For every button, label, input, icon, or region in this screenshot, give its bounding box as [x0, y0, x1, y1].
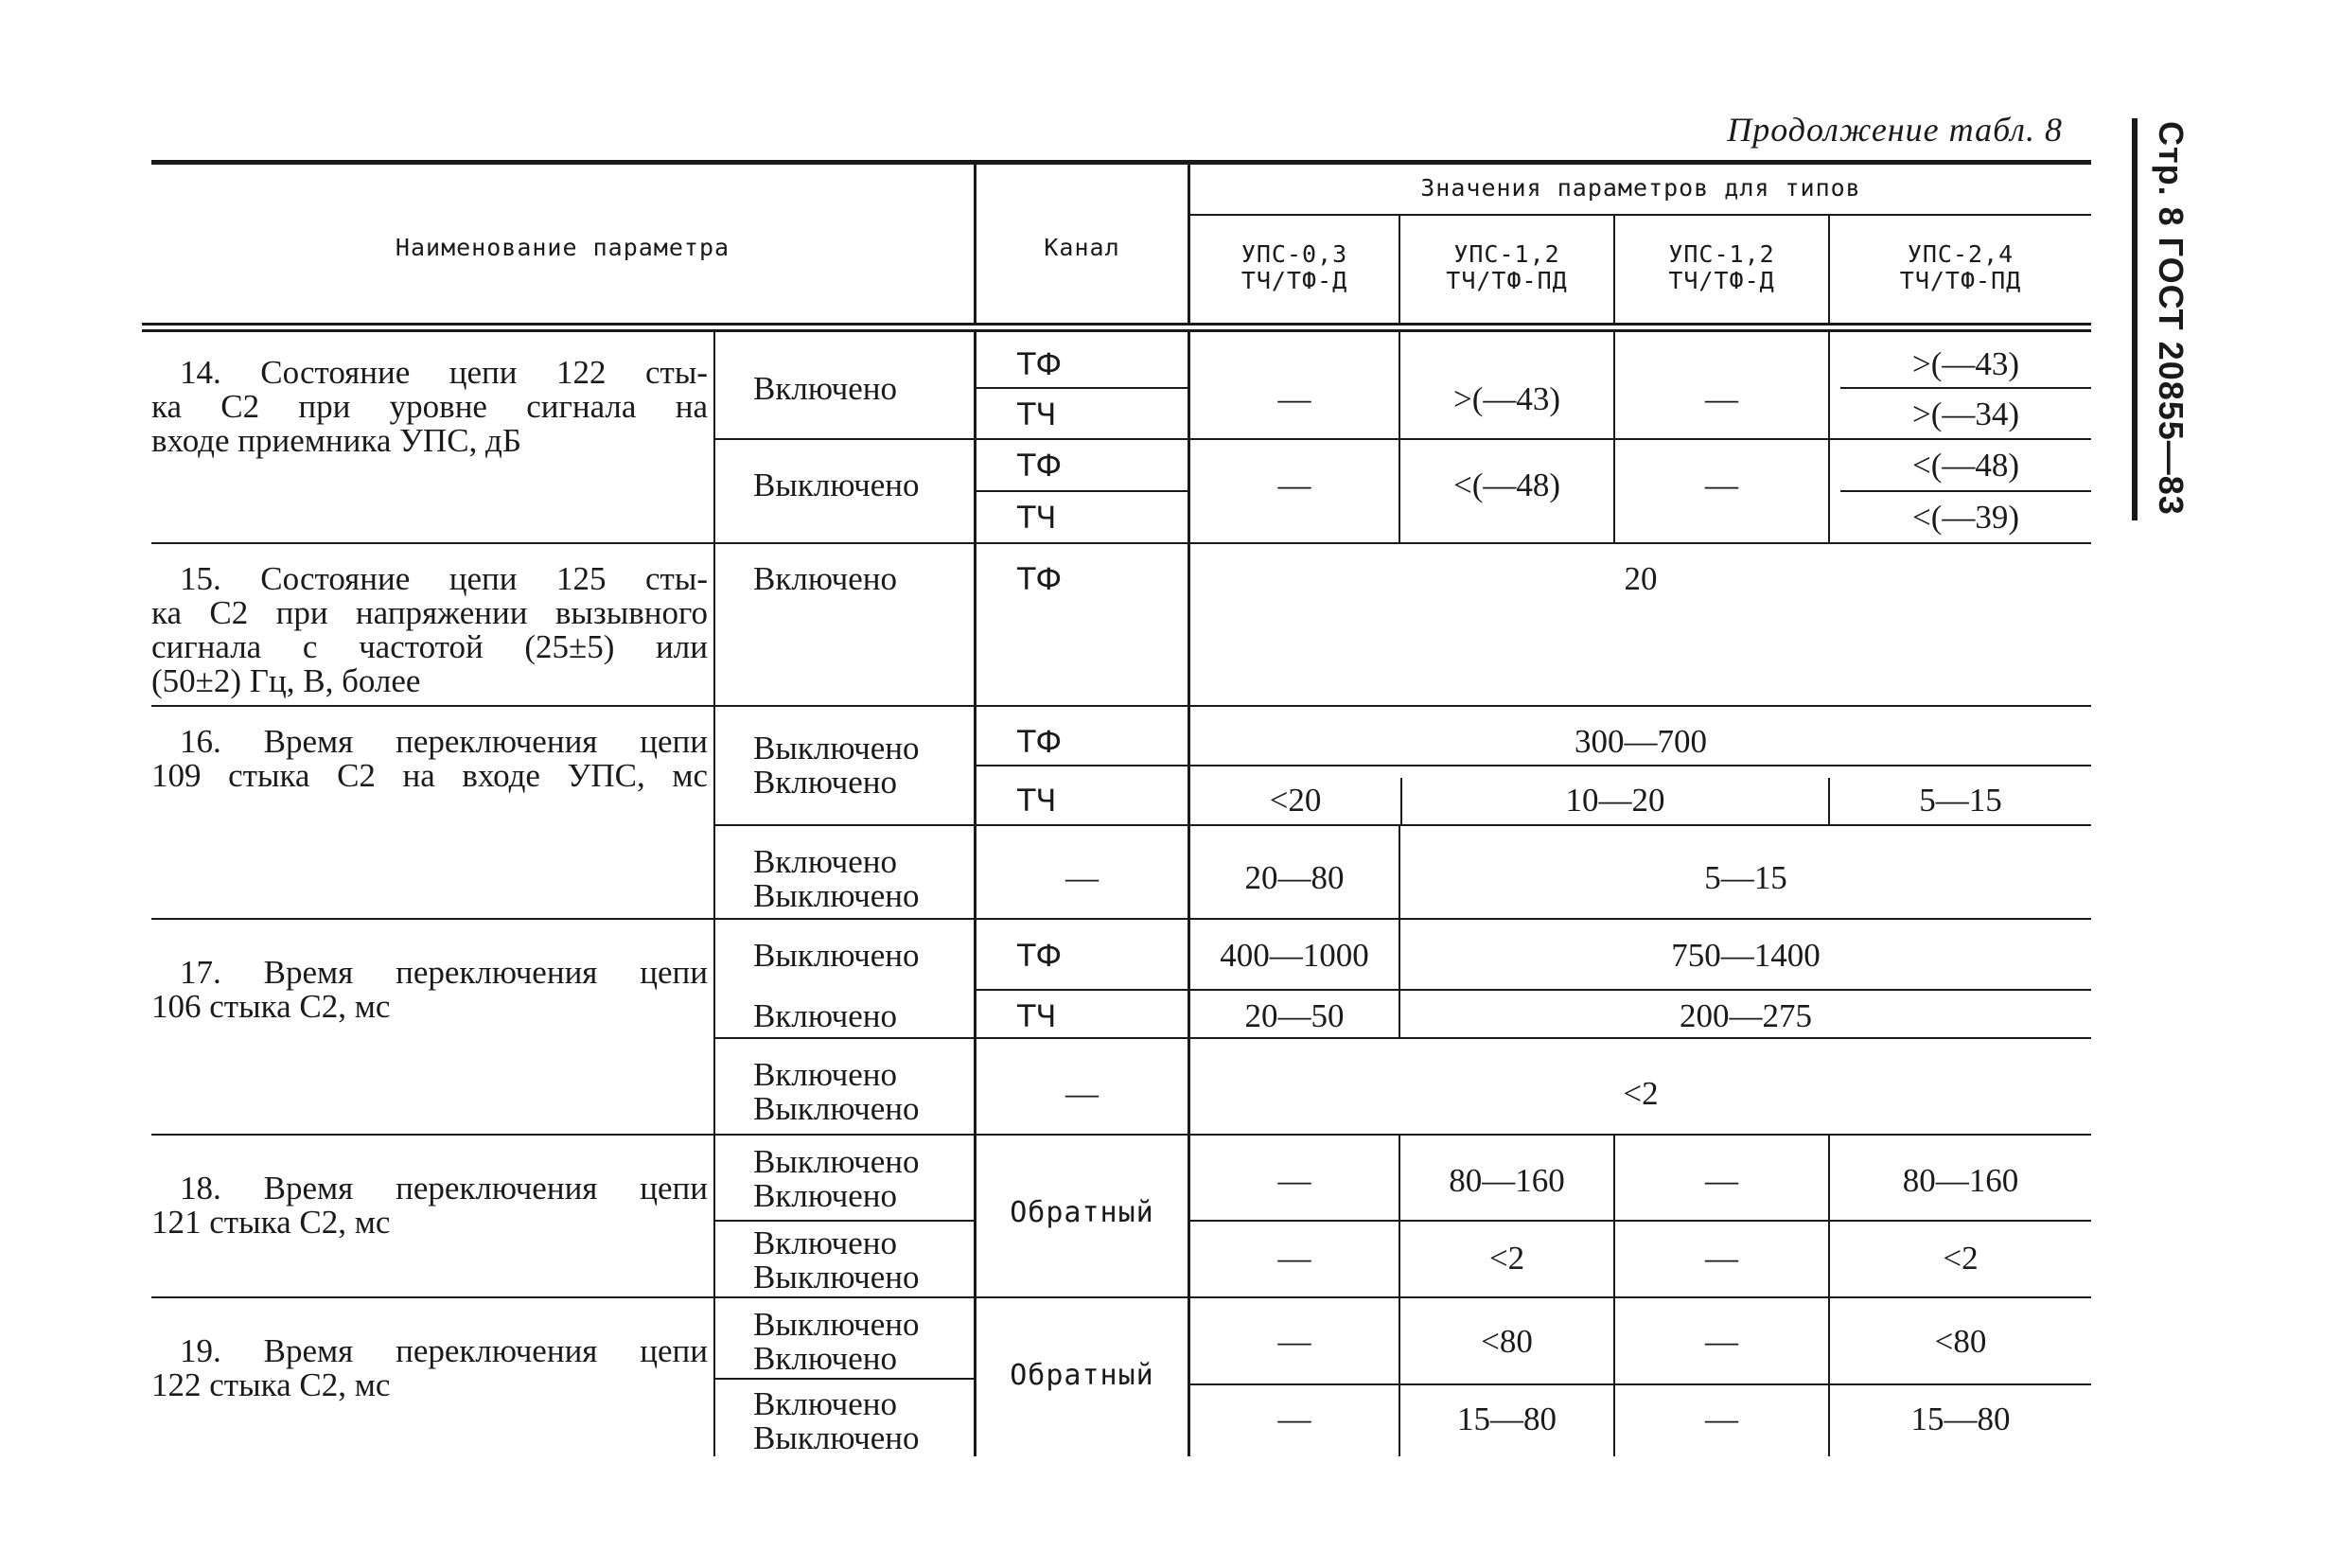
row-14-off-v2: <(—48) — [1452, 467, 1561, 503]
row-17-channel-tf: ТФ — [1017, 938, 1063, 974]
row-19-state-b: Включено Выключено — [753, 1385, 920, 1456]
continuation-caption: Продолжение табл. 8 — [1727, 111, 2063, 149]
row-19-b-v1: — — [1277, 1401, 1311, 1437]
row-19-b-v3: — — [1705, 1401, 1738, 1437]
row-17-b-all: <2 — [1623, 1075, 1659, 1112]
row-17-b-channel: — — [1065, 1075, 1099, 1112]
row-14-on-v4a: >(—43) — [1911, 345, 2020, 382]
side-page-label: Стр. 8 ГОСТ 20855—83 — [2152, 121, 2190, 516]
header-type-3: УПС-1,2 ТЧ/ТФ-Д — [1668, 240, 1775, 294]
row-14-channel-tch2: ТЧ — [1017, 500, 1057, 536]
header-param-name: Наименование параметра — [395, 234, 730, 261]
row-14-channel-tch: ТЧ — [1017, 396, 1057, 432]
row-16-tch-v4: 5—15 — [1919, 782, 2002, 819]
row-14-channel-tf2: ТФ — [1017, 448, 1063, 484]
row-18-a-v1: — — [1277, 1162, 1311, 1199]
row-16-b-channel: — — [1065, 859, 1099, 896]
row-18-state-a: Выключено Включено — [753, 1143, 920, 1214]
row-18-b-v4: <2 — [1943, 1240, 1979, 1277]
row-14-on-v3: — — [1705, 380, 1738, 417]
header-type-1: УПС-0,3 ТЧ/ТФ-Д — [1240, 240, 1348, 294]
row-19-b-v2: 15—80 — [1457, 1401, 1557, 1437]
header-channel: Канал — [1044, 234, 1120, 261]
row-16-b-v234: 5—15 — [1704, 859, 1787, 896]
row-14-on-v4b: >(—34) — [1911, 396, 2020, 432]
row-15-name: 15. Состояние цепи 125 сты- ка С2 при напряжении вызывного сигнала с частотой (25±5) или (50±2) Гц, В, более — [151, 560, 708, 699]
row-19-a-v4: <80 — [1934, 1323, 1987, 1360]
row-19-state-a: Выключено Включено — [753, 1306, 920, 1377]
row-18-b-v1: — — [1277, 1240, 1311, 1277]
row-19-name: 19. Время переключения цепи 122 стыка С2, мс — [151, 1332, 708, 1403]
row-14-off-v4a: <(—48) — [1911, 447, 2020, 484]
row-16-b-v1: 20—80 — [1244, 859, 1345, 896]
row-17-tf-v234: 750—1400 — [1671, 937, 1821, 974]
row-14-off-v3: — — [1705, 467, 1738, 503]
row-16-state-a: Выключено Включено — [753, 730, 920, 801]
row-15-state: Включено — [753, 560, 897, 597]
row-15-value: 20 — [1624, 560, 1658, 597]
row-19-channel: Обратный — [1010, 1359, 1154, 1392]
row-14-off-v1: — — [1277, 467, 1311, 503]
row-14-state-off: Выключено — [753, 467, 920, 503]
row-14-on-v2: >(—43) — [1452, 380, 1561, 417]
row-18-name: 18. Время переключения цепи 121 стыка С2, мс — [151, 1170, 708, 1241]
row-17-state-on: Включено — [753, 997, 897, 1034]
row-14-state-on: Включено — [753, 370, 897, 407]
row-16-tch-v23: 10—20 — [1565, 782, 1665, 819]
header-type-2: УПС-1,2 ТЧ/ТФ-ПД — [1446, 240, 1568, 294]
row-18-a-v4: 80—160 — [1902, 1162, 2019, 1199]
row-16-tch-v1: <20 — [1269, 782, 1322, 819]
row-17-tch-v234: 200—275 — [1680, 997, 1812, 1034]
header-values-group: Значения параметров для типов — [1420, 174, 1861, 202]
row-14-on-v1: — — [1277, 380, 1311, 417]
row-18-a-v3: — — [1705, 1162, 1738, 1199]
row-18-b-v3: — — [1705, 1240, 1738, 1277]
row-19-a-v3: — — [1705, 1323, 1738, 1360]
row-16-channel-tf: ТФ — [1017, 724, 1063, 760]
header-type-4: УПС-2,4 ТЧ/ТФ-ПД — [1899, 240, 2022, 294]
row-14-channel-tf: ТФ — [1017, 346, 1063, 382]
row-16-tf-all: 300—700 — [1575, 723, 1707, 760]
row-18-a-v2: 80—160 — [1449, 1162, 1565, 1199]
row-17-state-b: Включено Выключено — [753, 1056, 920, 1127]
row-19-b-v4: 15—80 — [1910, 1401, 2011, 1437]
row-16-name: 16. Время переключения цепи 109 стыка С2 на входе УПС, мс — [151, 723, 708, 794]
row-18-b-v2: <2 — [1488, 1240, 1525, 1277]
row-17-tf-v1: 400—1000 — [1220, 937, 1369, 974]
row-14-off-v4b: <(—39) — [1911, 499, 2020, 536]
row-18-channel: Обратный — [1010, 1196, 1154, 1229]
row-17-channel-tch: ТЧ — [1017, 998, 1057, 1034]
row-14-name: 14. Состояние цепи 122 сты- ка С2 при уровне сигнала на входе приемника УПС, дБ — [151, 354, 708, 459]
row-17-state-off: Выключено — [753, 937, 920, 974]
row-19-a-v2: <80 — [1481, 1323, 1533, 1360]
row-17-tch-v1: 20—50 — [1244, 997, 1345, 1034]
row-17-name: 17. Время переключения цепи 106 стыка С2, мс — [151, 954, 708, 1025]
row-19-a-v1: — — [1277, 1323, 1311, 1360]
row-18-state-b: Включено Выключено — [753, 1224, 920, 1295]
row-15-channel: ТФ — [1017, 561, 1063, 597]
row-16-state-b: Включено Выключено — [753, 843, 920, 914]
row-16-channel-tch: ТЧ — [1017, 783, 1057, 819]
